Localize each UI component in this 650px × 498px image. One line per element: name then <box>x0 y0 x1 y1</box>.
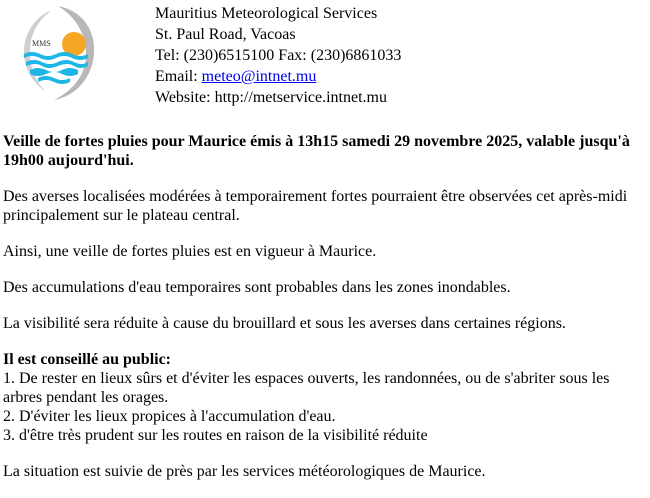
advice-item-2: 2. D'éviter les lieux propices à l'accumulation d'eau. <box>3 408 336 425</box>
bulletin-closing: La situation est suivie de près par les services météorologiques de Maurice. <box>3 463 486 480</box>
email-label: Email: <box>155 68 202 85</box>
advice-item-3: 3. d'être très prudent sur les routes en raison de la visibilité réduite <box>3 427 428 444</box>
email-line <box>155 66 401 87</box>
phone-fax: Tel: (230)6515100 Fax: (230)6861033 <box>155 47 402 64</box>
logo-text: MMS <box>32 39 51 48</box>
bulletin-paragraph-1: Des averses localisées modérées à temporairement fortes pourraient être observées cet après-midi principalement sur le plateau central. <box>3 188 628 224</box>
bulletin-paragraph-3: Des accumulations d'eau temporaires sont probables dans les zones inondables. <box>3 279 511 296</box>
advice-title: Il est conseillé au public: <box>3 351 172 368</box>
bulletin-paragraph-4: La visibilité sera réduite à cause du brouillard et sous les averses dans certaines régions. <box>3 315 566 332</box>
mms-logo <box>18 2 100 102</box>
header-contact <box>155 3 401 108</box>
bulletin-title: Veille de fortes pluies pour Maurice émis à 13h15 samedi 29 novembre 2025, valable jusqu'à 19h00 aujourd'hui. <box>3 133 630 169</box>
address: St. Paul Road, Vacoas <box>155 26 296 43</box>
bulletin-body <box>3 132 643 498</box>
org-name: Mauritius Meteorological Services <box>155 5 378 22</box>
advice-item-1: 1. De rester en lieux sûrs et d'éviter les espaces ouverts, les randonnées, ou de s'abriter sous les arbres pendant les orages. <box>3 370 610 406</box>
mms-logo-icon <box>18 2 100 102</box>
website: Website: http://metservice.intnet.mu <box>155 89 387 106</box>
bulletin-paragraph-2: Ainsi, une veille de fortes pluies est en vigueur à Maurice. <box>3 243 377 260</box>
email-link[interactable]: meteo@intnet.mu <box>201 68 317 85</box>
